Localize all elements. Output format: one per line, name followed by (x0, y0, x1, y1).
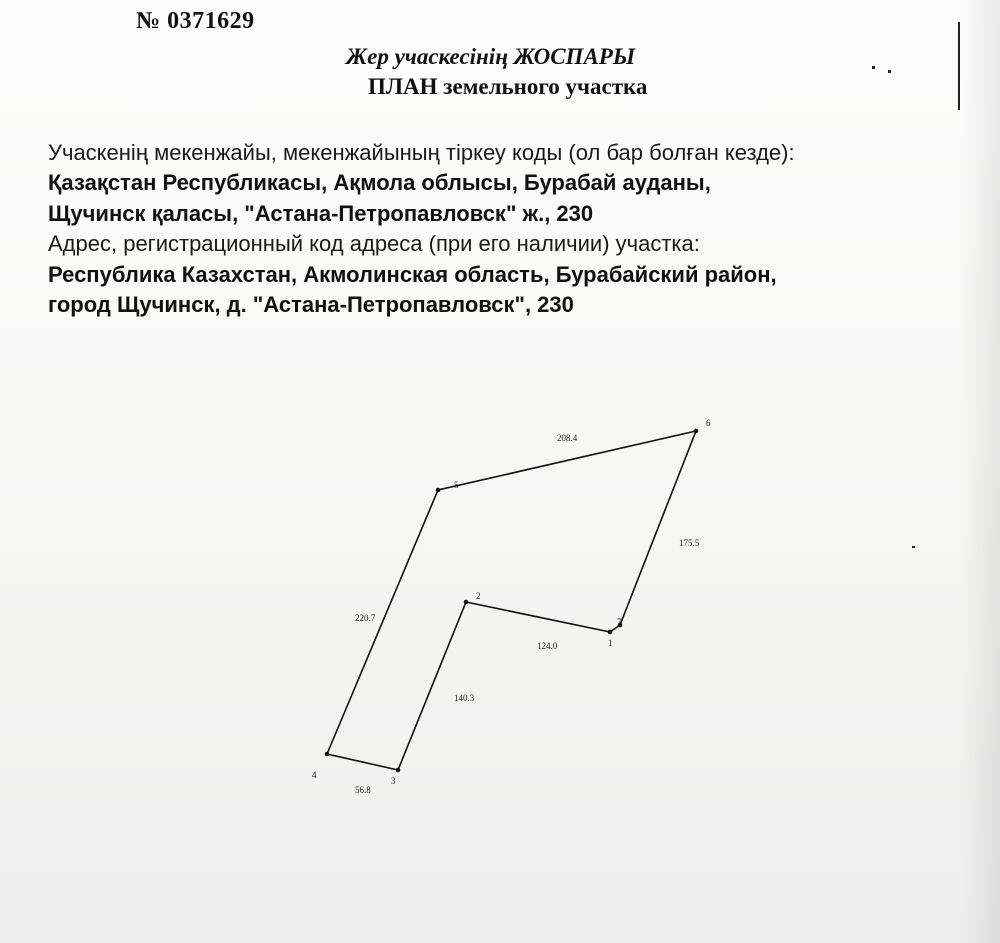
vertex-label-6: 6 (706, 418, 711, 428)
address-kazakh-line-2: Щучинск қаласы, "Астана-Петропавловск" ж., 230 (48, 201, 594, 226)
segment-length-label: 208.4 (557, 433, 578, 443)
document-number: № 0371629 (136, 8, 255, 34)
vertex-point-4 (325, 752, 330, 757)
address-russian-line-1: Республика Казахстан, Акмолинская область, Бурабайский район, (48, 262, 777, 287)
address-label-kazakh: Учаскенің мекенжайы, мекенжайының тіркеу коды (ол бар болған кезде): (48, 140, 795, 165)
vertex-point-2 (464, 600, 469, 605)
address-kazakh-line-1: Қазақстан Республикасы, Ақмола облысы, Бурабай ауданы, (48, 170, 711, 195)
vertex-point-5 (436, 488, 441, 493)
vertex-label-2: 2 (476, 591, 481, 601)
vertex-label-3: 3 (391, 776, 396, 786)
vertex-point-1 (608, 630, 613, 635)
vertex-markers (325, 429, 699, 773)
vertex-label-4: 4 (312, 770, 317, 780)
segment-length-label: 140.3 (454, 693, 475, 703)
title-kazakh: Жер учаскесінің ЖОСПАРЫ (346, 44, 636, 69)
segment-length-label: 220.7 (355, 613, 376, 623)
segment-length-label: 175.5 (679, 538, 700, 548)
title-russian: ПЛАН земельного участка (368, 74, 648, 99)
parcel-boundary (327, 431, 696, 770)
vertex-label-7: 7 (617, 617, 622, 627)
segment-length-label: 56.8 (355, 785, 371, 795)
vertex-label-1: 1 (608, 638, 613, 648)
vertex-point-6 (694, 429, 699, 434)
vertex-point-3 (396, 768, 401, 773)
address-russian-line-2: город Щучинск, д. "Астана-Петропавловск", 230 (48, 292, 574, 317)
vertex-label-5: 5 (454, 480, 459, 490)
segment-length-label: 124.0 (537, 641, 558, 651)
address-label-russian: Адрес, регистрационный код адреса (при его наличии) участка: (48, 231, 700, 256)
